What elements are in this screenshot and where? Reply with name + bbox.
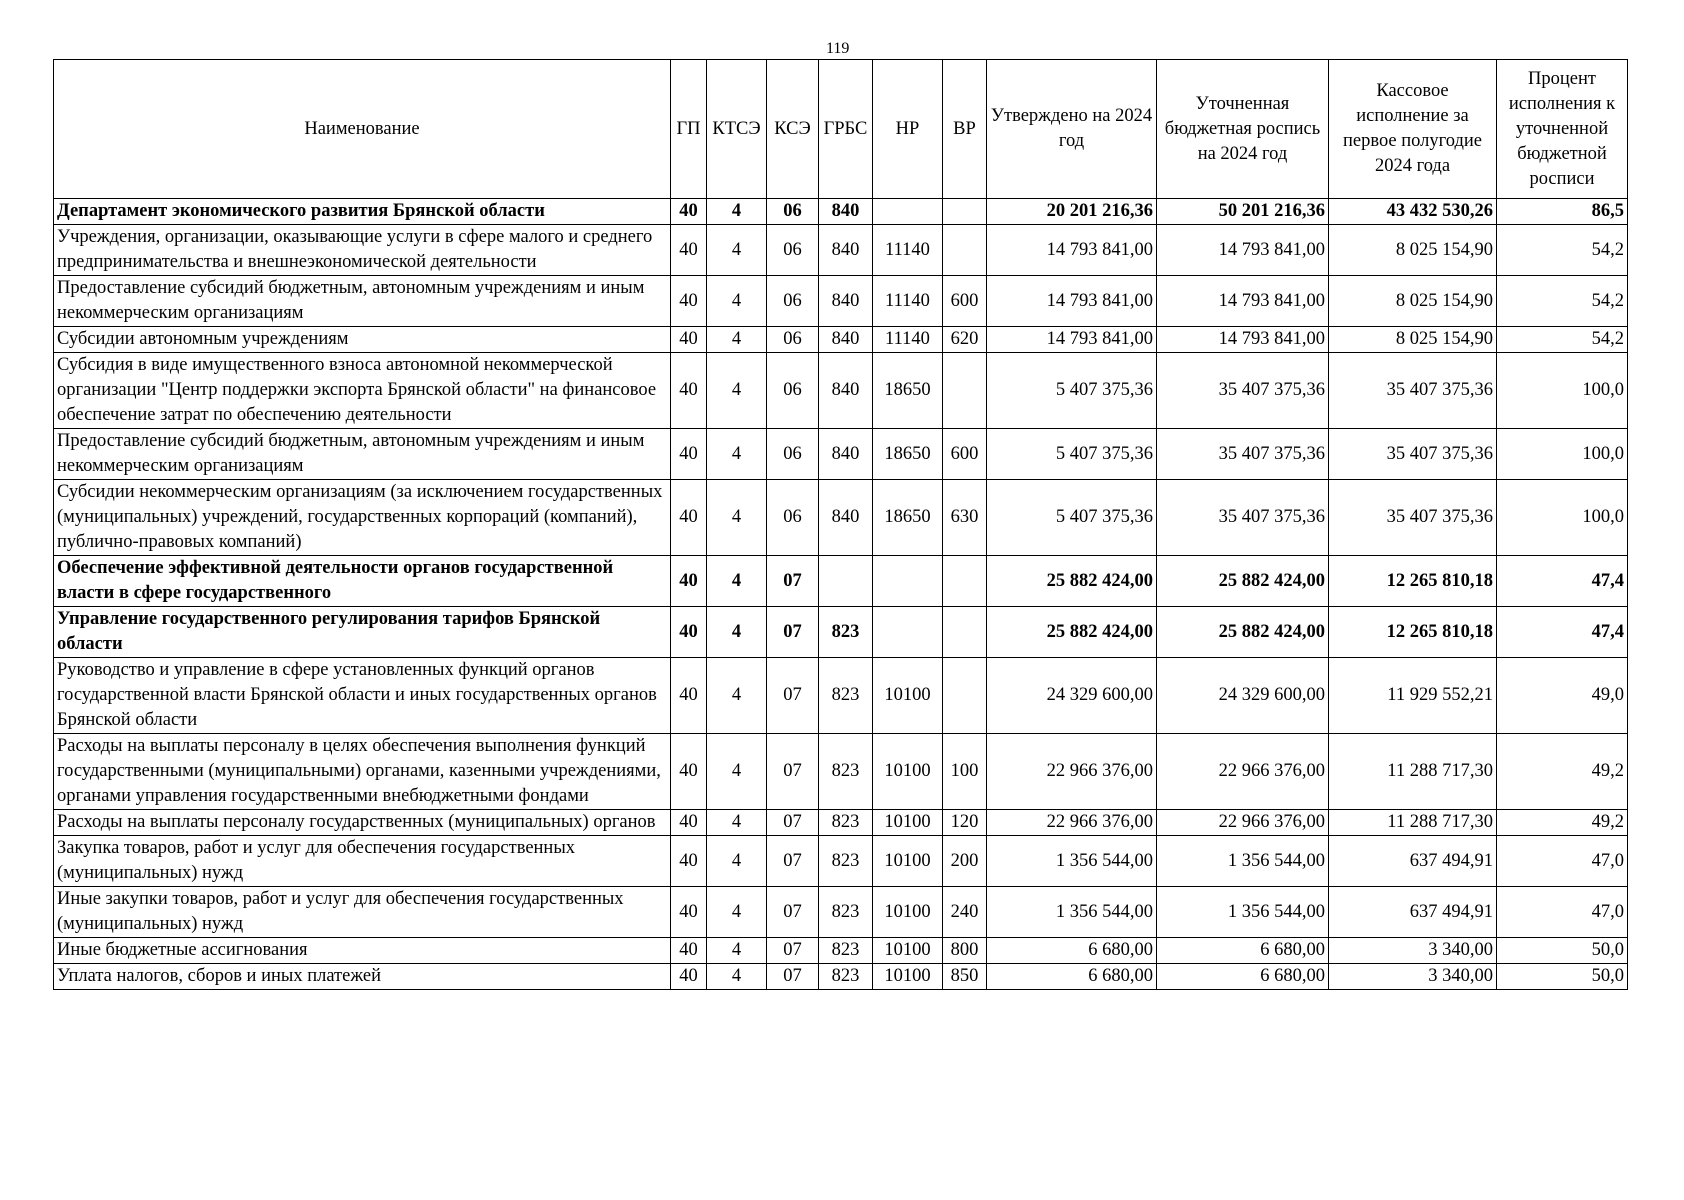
- cell-approved: 25 882 424,00: [987, 556, 1157, 607]
- cell-percent: 47,0: [1497, 887, 1628, 938]
- cell-approved: 6 680,00: [987, 938, 1157, 964]
- cell-vr: [943, 225, 987, 276]
- table-row: [54, 225, 1628, 276]
- column-header: ВР: [943, 60, 987, 199]
- cell-cash: 8 025 154,90: [1329, 327, 1497, 353]
- cell-percent: 47,4: [1497, 556, 1628, 607]
- cell-kse: 07: [767, 938, 819, 964]
- cell-gp: 40: [671, 429, 707, 480]
- cell-kse: 06: [767, 327, 819, 353]
- cell-ktse: 4: [707, 353, 767, 429]
- cell-name: Субсидии автономным учреждениям: [54, 327, 671, 353]
- cell-grbs: 840: [819, 199, 873, 225]
- cell-refined: 22 966 376,00: [1157, 734, 1329, 810]
- cell-gp: 40: [671, 938, 707, 964]
- cell-approved: 20 201 216,36: [987, 199, 1157, 225]
- cell-nr: [873, 199, 943, 225]
- cell-ktse: 4: [707, 734, 767, 810]
- table-header-row: [54, 60, 1628, 199]
- cell-refined: 35 407 375,36: [1157, 353, 1329, 429]
- cell-cash: 35 407 375,36: [1329, 353, 1497, 429]
- cell-kse: 07: [767, 734, 819, 810]
- cell-refined: 14 793 841,00: [1157, 327, 1329, 353]
- cell-nr: 10100: [873, 887, 943, 938]
- cell-nr: 10100: [873, 938, 943, 964]
- cell-cash: 11 288 717,30: [1329, 734, 1497, 810]
- table-row: [54, 199, 1628, 225]
- cell-percent: 50,0: [1497, 938, 1628, 964]
- cell-percent: 47,4: [1497, 607, 1628, 658]
- cell-cash: 8 025 154,90: [1329, 276, 1497, 327]
- table-row: [54, 887, 1628, 938]
- table-row: [54, 938, 1628, 964]
- cell-name: Департамент экономического развития Брянской области: [54, 199, 671, 225]
- cell-cash: 637 494,91: [1329, 836, 1497, 887]
- budget-table: [53, 59, 1628, 990]
- cell-approved: 14 793 841,00: [987, 276, 1157, 327]
- cell-approved: 6 680,00: [987, 964, 1157, 990]
- cell-kse: 07: [767, 556, 819, 607]
- cell-cash: 12 265 810,18: [1329, 556, 1497, 607]
- cell-cash: 35 407 375,36: [1329, 480, 1497, 556]
- cell-nr: 10100: [873, 964, 943, 990]
- column-header: ГРБС: [819, 60, 873, 199]
- cell-ktse: 4: [707, 938, 767, 964]
- cell-percent: 50,0: [1497, 964, 1628, 990]
- cell-percent: 86,5: [1497, 199, 1628, 225]
- table-row: [54, 836, 1628, 887]
- cell-name: Закупка товаров, работ и услуг для обеспечения государственных (муниципальных) нужд: [54, 836, 671, 887]
- cell-approved: 22 966 376,00: [987, 810, 1157, 836]
- cell-percent: 49,0: [1497, 658, 1628, 734]
- cell-refined: 14 793 841,00: [1157, 225, 1329, 276]
- cell-name: Иные закупки товаров, работ и услуг для обеспечения государственных (муниципальных) нужд: [54, 887, 671, 938]
- cell-vr: 100: [943, 734, 987, 810]
- cell-refined: 14 793 841,00: [1157, 276, 1329, 327]
- cell-name: Иные бюджетные ассигнования: [54, 938, 671, 964]
- cell-kse: 06: [767, 276, 819, 327]
- table-row: [54, 353, 1628, 429]
- cell-cash: 11 288 717,30: [1329, 810, 1497, 836]
- table-row: [54, 327, 1628, 353]
- cell-approved: 5 407 375,36: [987, 480, 1157, 556]
- cell-name: Расходы на выплаты персоналу государственных (муниципальных) органов: [54, 810, 671, 836]
- cell-percent: 49,2: [1497, 810, 1628, 836]
- cell-grbs: 823: [819, 658, 873, 734]
- cell-kse: 06: [767, 353, 819, 429]
- cell-nr: 10100: [873, 658, 943, 734]
- cell-refined: 25 882 424,00: [1157, 556, 1329, 607]
- cell-approved: 25 882 424,00: [987, 607, 1157, 658]
- cell-gp: 40: [671, 887, 707, 938]
- cell-nr: 11140: [873, 327, 943, 353]
- cell-kse: 06: [767, 225, 819, 276]
- column-header: Наименование: [54, 60, 671, 199]
- cell-vr: [943, 607, 987, 658]
- cell-name: Субсидия в виде имущественного взноса автономной некоммерческой организации "Центр поддержки экспорта Брянской области" на финансовое обеспечение затрат по обеспечению деятельности: [54, 353, 671, 429]
- column-header: КСЭ: [767, 60, 819, 199]
- cell-refined: 25 882 424,00: [1157, 607, 1329, 658]
- cell-ktse: 4: [707, 964, 767, 990]
- table-row: [54, 658, 1628, 734]
- table-row: [54, 480, 1628, 556]
- cell-ktse: 4: [707, 658, 767, 734]
- cell-approved: 14 793 841,00: [987, 225, 1157, 276]
- table-row: [54, 276, 1628, 327]
- cell-ktse: 4: [707, 327, 767, 353]
- cell-name: Субсидии некоммерческим организациям (за исключением государственных (муниципальных) учреждений, государственных корпораций (компаний), публично-правовых компаний): [54, 480, 671, 556]
- cell-refined: 50 201 216,36: [1157, 199, 1329, 225]
- cell-nr: 18650: [873, 429, 943, 480]
- cell-nr: [873, 607, 943, 658]
- cell-ktse: 4: [707, 607, 767, 658]
- cell-grbs: 840: [819, 327, 873, 353]
- cell-ktse: 4: [707, 429, 767, 480]
- cell-kse: 07: [767, 810, 819, 836]
- cell-vr: 620: [943, 327, 987, 353]
- cell-nr: 10100: [873, 810, 943, 836]
- cell-nr: 18650: [873, 480, 943, 556]
- cell-gp: 40: [671, 225, 707, 276]
- cell-nr: 18650: [873, 353, 943, 429]
- cell-kse: 07: [767, 658, 819, 734]
- cell-refined: 6 680,00: [1157, 938, 1329, 964]
- cell-vr: [943, 556, 987, 607]
- cell-cash: 12 265 810,18: [1329, 607, 1497, 658]
- cell-cash: 637 494,91: [1329, 887, 1497, 938]
- page-number: 119: [826, 40, 850, 57]
- cell-grbs: 840: [819, 353, 873, 429]
- table-row: [54, 556, 1628, 607]
- cell-vr: 630: [943, 480, 987, 556]
- cell-grbs: 840: [819, 276, 873, 327]
- cell-gp: 40: [671, 607, 707, 658]
- cell-gp: 40: [671, 556, 707, 607]
- cell-approved: 5 407 375,36: [987, 353, 1157, 429]
- cell-ktse: 4: [707, 887, 767, 938]
- cell-cash: 43 432 530,26: [1329, 199, 1497, 225]
- cell-ktse: 4: [707, 480, 767, 556]
- cell-percent: 54,2: [1497, 276, 1628, 327]
- cell-vr: 600: [943, 276, 987, 327]
- cell-grbs: 823: [819, 938, 873, 964]
- cell-gp: 40: [671, 964, 707, 990]
- cell-approved: 14 793 841,00: [987, 327, 1157, 353]
- cell-percent: 100,0: [1497, 480, 1628, 556]
- cell-kse: 06: [767, 480, 819, 556]
- column-header: НР: [873, 60, 943, 199]
- column-header: ГП: [671, 60, 707, 199]
- cell-nr: 11140: [873, 225, 943, 276]
- cell-gp: 40: [671, 836, 707, 887]
- table-row: [54, 734, 1628, 810]
- cell-vr: [943, 353, 987, 429]
- cell-nr: 11140: [873, 276, 943, 327]
- cell-gp: 40: [671, 480, 707, 556]
- cell-kse: 07: [767, 607, 819, 658]
- cell-percent: 54,2: [1497, 327, 1628, 353]
- cell-grbs: 840: [819, 480, 873, 556]
- cell-cash: 8 025 154,90: [1329, 225, 1497, 276]
- cell-vr: 120: [943, 810, 987, 836]
- cell-refined: 1 356 544,00: [1157, 836, 1329, 887]
- cell-vr: [943, 658, 987, 734]
- cell-percent: 100,0: [1497, 429, 1628, 480]
- cell-name: Расходы на выплаты персоналу в целях обеспечения выполнения функций государственными (муниципальными) органами, казенными учреждениями, органами управления государственными внебюджетными фондами: [54, 734, 671, 810]
- cell-kse: 07: [767, 887, 819, 938]
- column-header: Процент исполнения к уточненной бюджетной росписи: [1497, 60, 1628, 199]
- cell-name: Руководство и управление в сфере установленных функций органов государственной власти Брянской области и иных государственных органов Брянской области: [54, 658, 671, 734]
- cell-refined: 22 966 376,00: [1157, 810, 1329, 836]
- cell-percent: 100,0: [1497, 353, 1628, 429]
- cell-approved: 24 329 600,00: [987, 658, 1157, 734]
- column-header: КТСЭ: [707, 60, 767, 199]
- cell-gp: 40: [671, 734, 707, 810]
- cell-kse: 07: [767, 836, 819, 887]
- cell-ktse: 4: [707, 836, 767, 887]
- cell-nr: [873, 556, 943, 607]
- cell-kse: 06: [767, 429, 819, 480]
- cell-kse: 06: [767, 199, 819, 225]
- cell-grbs: 823: [819, 887, 873, 938]
- cell-ktse: 4: [707, 810, 767, 836]
- cell-name: Обеспечение эффективной деятельности органов государственной власти в сфере государственного: [54, 556, 671, 607]
- cell-grbs: [819, 556, 873, 607]
- cell-gp: 40: [671, 199, 707, 225]
- table-row: [54, 429, 1628, 480]
- cell-refined: 35 407 375,36: [1157, 480, 1329, 556]
- cell-grbs: 823: [819, 734, 873, 810]
- cell-cash: 3 340,00: [1329, 964, 1497, 990]
- cell-ktse: 4: [707, 199, 767, 225]
- cell-name: Предоставление субсидий бюджетным, автономным учреждениям и иным некоммерческим организациям: [54, 429, 671, 480]
- cell-cash: 3 340,00: [1329, 938, 1497, 964]
- cell-vr: 240: [943, 887, 987, 938]
- cell-name: Управление государственного регулирования тарифов Брянской области: [54, 607, 671, 658]
- cell-ktse: 4: [707, 556, 767, 607]
- cell-grbs: 823: [819, 836, 873, 887]
- cell-approved: 1 356 544,00: [987, 887, 1157, 938]
- cell-percent: 47,0: [1497, 836, 1628, 887]
- table-body: [54, 199, 1628, 990]
- cell-gp: 40: [671, 658, 707, 734]
- cell-nr: 10100: [873, 734, 943, 810]
- cell-ktse: 4: [707, 276, 767, 327]
- cell-refined: 24 329 600,00: [1157, 658, 1329, 734]
- cell-vr: 200: [943, 836, 987, 887]
- cell-percent: 54,2: [1497, 225, 1628, 276]
- cell-grbs: 840: [819, 429, 873, 480]
- cell-approved: 22 966 376,00: [987, 734, 1157, 810]
- cell-cash: 35 407 375,36: [1329, 429, 1497, 480]
- table-row: [54, 810, 1628, 836]
- cell-name: Уплата налогов, сборов и иных платежей: [54, 964, 671, 990]
- cell-gp: 40: [671, 810, 707, 836]
- cell-refined: 1 356 544,00: [1157, 887, 1329, 938]
- cell-grbs: 823: [819, 810, 873, 836]
- cell-name: Учреждения, организации, оказывающие услуги в сфере малого и среднего предпринимательства и внешнеэкономической деятельности: [54, 225, 671, 276]
- cell-vr: [943, 199, 987, 225]
- cell-gp: 40: [671, 327, 707, 353]
- cell-approved: 1 356 544,00: [987, 836, 1157, 887]
- cell-ktse: 4: [707, 225, 767, 276]
- cell-grbs: 823: [819, 607, 873, 658]
- column-header: Утверждено на 2024 год: [987, 60, 1157, 199]
- table-row: [54, 607, 1628, 658]
- cell-grbs: 840: [819, 225, 873, 276]
- cell-vr: 800: [943, 938, 987, 964]
- cell-refined: 6 680,00: [1157, 964, 1329, 990]
- cell-vr: 600: [943, 429, 987, 480]
- cell-gp: 40: [671, 276, 707, 327]
- cell-vr: 850: [943, 964, 987, 990]
- cell-nr: 10100: [873, 836, 943, 887]
- cell-kse: 07: [767, 964, 819, 990]
- cell-gp: 40: [671, 353, 707, 429]
- table-row: [54, 964, 1628, 990]
- cell-percent: 49,2: [1497, 734, 1628, 810]
- column-header: Уточненная бюджетная роспись на 2024 год: [1157, 60, 1329, 199]
- cell-cash: 11 929 552,21: [1329, 658, 1497, 734]
- cell-name: Предоставление субсидий бюджетным, автономным учреждениям и иным некоммерческим организациям: [54, 276, 671, 327]
- cell-approved: 5 407 375,36: [987, 429, 1157, 480]
- cell-grbs: 823: [819, 964, 873, 990]
- column-header: Кассовое исполнение за первое полугодие 2024 года: [1329, 60, 1497, 199]
- cell-refined: 35 407 375,36: [1157, 429, 1329, 480]
